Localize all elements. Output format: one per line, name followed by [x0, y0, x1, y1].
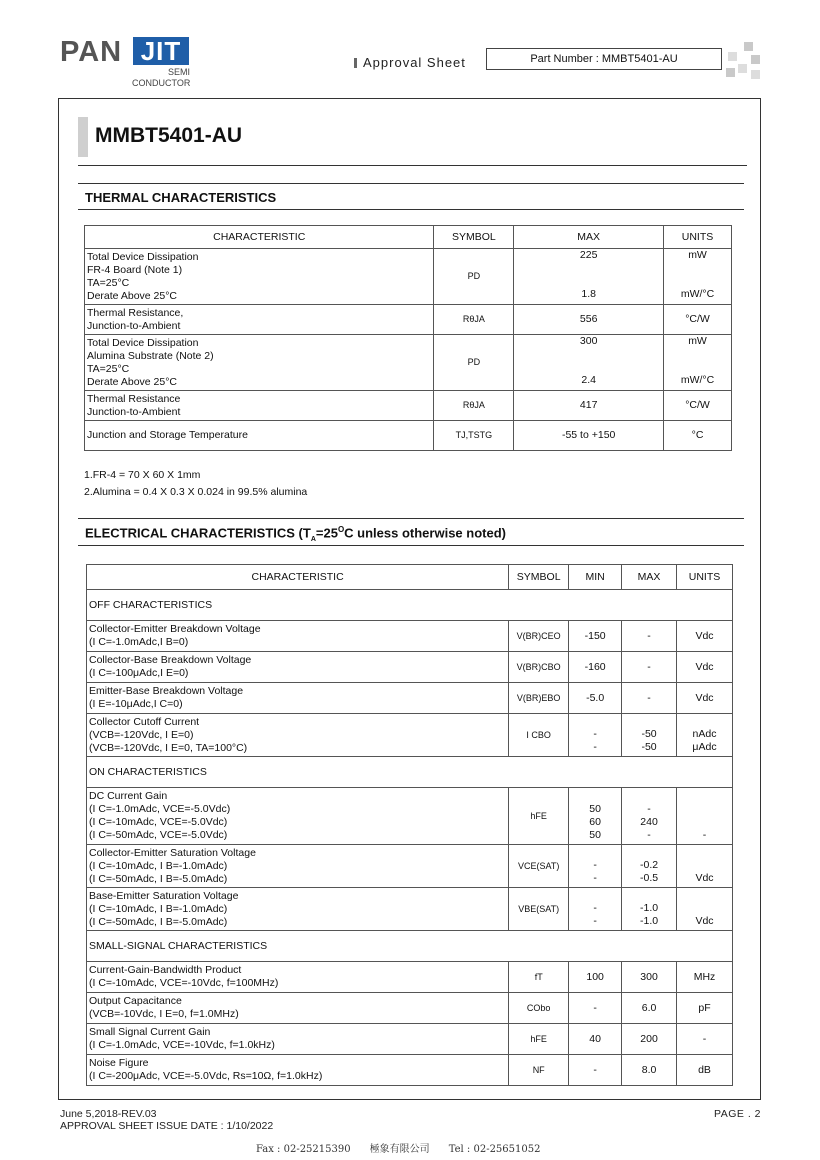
max-cell: [622, 714, 677, 757]
max-value: -1.0: [640, 915, 659, 927]
max-value: -: [647, 803, 651, 815]
min-cell: [569, 788, 622, 845]
characteristic-line: TA=25°C: [87, 362, 130, 375]
max-cell: [622, 788, 677, 845]
characteristic-line: Noise Figure: [89, 1057, 149, 1069]
characteristic-line: Collector-Base Breakdown Voltage: [89, 654, 252, 666]
min-value: -160: [584, 660, 606, 673]
group-title: SMALL-SIGNAL CHARACTERISTICS: [87, 931, 733, 962]
min-cell: [569, 621, 622, 652]
symbol-cell: PD: [434, 249, 514, 305]
symbol-cell: RθJA: [434, 391, 514, 421]
characteristic-line: Base-Emitter Saturation Voltage: [89, 889, 239, 902]
column-header: UNITS: [664, 226, 732, 249]
footer-date: June 5,2018-REV.03: [60, 1108, 157, 1120]
characteristic-line: TA=25°C: [87, 276, 130, 289]
characteristic-cell: [85, 335, 434, 391]
max-cell: [622, 845, 677, 888]
units-cell: [664, 249, 732, 305]
group-title: ON CHARACTERISTICS: [87, 757, 733, 788]
electrical-heading-post: C unless otherwise noted): [344, 525, 506, 541]
table-row: [87, 788, 733, 845]
characteristic-cell: [87, 993, 509, 1024]
min-value: 50: [589, 829, 601, 841]
max-value: -50: [641, 741, 657, 753]
symbol-cell: PD: [434, 335, 514, 391]
units-cell: [664, 335, 732, 391]
characteristic-cell: [85, 249, 434, 305]
characteristic-line: Total Device Dissipation: [87, 336, 199, 349]
min-cell: [569, 993, 622, 1024]
units-value: °C/W: [685, 313, 710, 325]
table-row: [87, 714, 733, 757]
max-value: 300: [640, 970, 658, 983]
electrical-heading-mid: =25: [315, 525, 338, 541]
characteristic-line: Alumina Substrate (Note 2): [87, 349, 214, 362]
footer-issue-date: APPROVAL SHEET ISSUE DATE : 1/10/2022: [60, 1120, 274, 1132]
column-header: SYMBOL: [434, 226, 514, 249]
characteristic-line: (I C=-1.0mAdc, VCE=-5.0Vdc): [89, 803, 231, 815]
units-cell: [677, 788, 733, 845]
characteristic-line: Collector-Emitter Breakdown Voltage: [89, 623, 261, 635]
symbol-cell: CObo: [509, 993, 569, 1024]
symbol-cell: RθJA: [434, 305, 514, 335]
footer-fax: Fax : 02-25215390 極象有限公司 Tel : 02-25651052: [256, 1144, 541, 1155]
characteristic-line: Junction and Storage Temperature: [87, 429, 248, 441]
part-number-box: Part Number : MMBT5401-AU: [486, 48, 722, 70]
symbol-cell: NF: [509, 1055, 569, 1086]
units-value: °C: [691, 429, 704, 441]
units-value: Vdc: [695, 660, 714, 673]
characteristic-cell: [87, 1055, 509, 1086]
max-value: 6.0: [641, 1001, 657, 1014]
column-header: MAX: [514, 226, 664, 249]
thermal-heading: THERMAL CHARACTERISTICS: [85, 190, 277, 205]
max-cell: [622, 888, 677, 931]
page-title: MMBT5401-AU: [95, 124, 243, 147]
units-cell: [664, 305, 732, 335]
characteristic-line: Collector Cutoff Current: [89, 715, 200, 728]
characteristic-line: (I C=-100μAdc,I E=0): [89, 667, 189, 679]
group-row: [87, 931, 733, 962]
symbol-cell: V(BR)CEO: [509, 621, 569, 652]
symbol-cell: VBE(SAT): [509, 888, 569, 931]
column-header: SYMBOL: [509, 565, 569, 590]
characteristic-cell: [87, 652, 509, 683]
min-value: 40: [589, 1032, 601, 1045]
table-row: [87, 888, 733, 931]
min-value: 50: [589, 803, 601, 815]
table-header-row: [85, 226, 732, 249]
units-cell: [677, 962, 733, 993]
max-value: -55 to +150: [561, 429, 616, 441]
thermal-note-1: 1.FR-4 = 70 X 60 X 1mm: [84, 469, 201, 481]
logo-sub-conductor: CONDUCTOR: [132, 78, 191, 88]
units-cell: [677, 845, 733, 888]
symbol-cell: fT: [509, 962, 569, 993]
table-row: [87, 1024, 733, 1055]
characteristic-line: (I E=-10μAdc,I C=0): [89, 698, 183, 710]
max-value: -: [647, 691, 651, 704]
column-header: UNITS: [677, 565, 733, 590]
max-value: -50: [641, 728, 657, 740]
characteristic-cell: [87, 621, 509, 652]
units-cell: [664, 391, 732, 421]
min-cell: [569, 1055, 622, 1086]
characteristic-cell: [85, 391, 434, 421]
divider: [78, 545, 744, 546]
table-row: [87, 962, 733, 993]
column-header: CHARACTERISTIC: [85, 226, 434, 249]
max-cell: [622, 1024, 677, 1055]
max-value: 240: [640, 816, 658, 828]
max-cell: [622, 621, 677, 652]
electrical-heading: [85, 525, 506, 543]
min-value: -5.0: [586, 691, 605, 704]
max-cell: [622, 652, 677, 683]
table-row: [85, 421, 732, 451]
units-cell: [677, 714, 733, 757]
table-row: [87, 993, 733, 1024]
min-cell: [569, 1024, 622, 1055]
min-cell: [569, 962, 622, 993]
table-row: [87, 652, 733, 683]
table-row: [87, 1055, 733, 1086]
max-cell: [514, 249, 664, 305]
characteristic-line: (VCB=-120Vdc, I E=0): [89, 728, 194, 741]
max-value: 300: [579, 335, 598, 347]
units-cell: [677, 1055, 733, 1086]
max-cell: [622, 683, 677, 714]
max-value: 225: [579, 249, 598, 261]
symbol-cell: I CBO: [509, 714, 569, 757]
group-title: OFF CHARACTERISTICS: [87, 590, 733, 621]
characteristic-line: (I C=-1.0mAdc, VCE=-10Vdc, f=1.0kHz): [89, 1039, 275, 1051]
units-value: mW/°C: [680, 374, 715, 386]
table-header-row: [87, 565, 733, 590]
logo-jit: JIT: [133, 37, 189, 65]
characteristic-cell: [85, 305, 434, 335]
column-header: MAX: [622, 565, 677, 590]
min-value: -: [593, 902, 597, 914]
characteristic-cell: [87, 845, 509, 888]
table-row: [87, 683, 733, 714]
min-value: -: [593, 859, 597, 871]
units-cell: [664, 421, 732, 451]
symbol-cell: V(BR)EBO: [509, 683, 569, 714]
title-tab: [78, 117, 88, 157]
symbol-cell: V(BR)CBO: [509, 652, 569, 683]
max-value: 556: [579, 313, 598, 325]
table-row: [87, 621, 733, 652]
electrical-heading-pre: ELECTRICAL CHARACTERISTICS (T: [85, 525, 311, 541]
characteristic-cell: [87, 714, 509, 757]
units-value: dB: [698, 1063, 711, 1076]
min-value: -: [593, 872, 597, 884]
characteristic-line: (I C=-50mAdc, I B=-5.0mAdc): [89, 915, 228, 928]
divider: [78, 183, 744, 184]
max-cell: [514, 335, 664, 391]
electrical-heading-sup: O: [337, 525, 345, 534]
max-value: 1.8: [581, 288, 596, 300]
max-cell: [514, 305, 664, 335]
divider: [78, 165, 747, 166]
min-cell: [569, 845, 622, 888]
group-row: [87, 590, 733, 621]
min-cell: [569, 683, 622, 714]
characteristic-line: Current-Gain-Bandwidth Product: [89, 964, 242, 976]
characteristic-line: DC Current Gain: [89, 790, 168, 802]
characteristic-line: Derate Above 25°C: [87, 375, 178, 388]
electrical-table: [86, 564, 733, 1086]
units-value: -: [702, 829, 707, 841]
characteristic-line: (I C=-200μAdc, VCE=-5.0Vdc, Rs=10Ω, f=1.0kHz): [89, 1070, 323, 1082]
characteristic-cell: [87, 888, 509, 931]
characteristic-line: (I C=-10mAdc, VCE=-10Vdc, f=100MHz): [89, 977, 279, 989]
max-cell: [514, 391, 664, 421]
symbol-cell: VCE(SAT): [509, 845, 569, 888]
characteristic-line: (VCB=-120Vdc, I E=0, TA=100°C): [89, 741, 248, 754]
units-value: Vdc: [695, 915, 714, 927]
characteristic-line: Emitter-Base Breakdown Voltage: [89, 685, 244, 697]
characteristic-line: (I C=-50mAdc, I B=-5.0mAdc): [89, 872, 228, 885]
group-row: [87, 757, 733, 788]
symbol-cell: hFE: [509, 788, 569, 845]
max-cell: [514, 421, 664, 451]
approval-bar-icon: [354, 58, 357, 68]
max-value: -0.5: [640, 872, 659, 884]
logo-pan: PAN: [60, 36, 123, 68]
units-value: Vdc: [695, 872, 714, 884]
characteristic-cell: [85, 421, 434, 451]
thermal-table: [84, 225, 732, 451]
characteristic-line: Collector-Emitter Saturation Voltage: [89, 846, 256, 859]
units-value: μAdc: [692, 741, 717, 753]
characteristic-line: (VCB=-10Vdc, I E=0, f=1.0MHz): [89, 1008, 239, 1020]
max-value: -: [647, 629, 651, 642]
max-value: 2.4: [581, 374, 596, 386]
min-cell: [569, 652, 622, 683]
min-value: -: [593, 741, 597, 753]
characteristic-cell: [87, 683, 509, 714]
table-row: [85, 391, 732, 421]
min-value: 60: [589, 816, 601, 828]
characteristic-line: (I C=-50mAdc, VCE=-5.0Vdc): [89, 829, 228, 841]
approval-sheet-label: Approval Sheet: [363, 55, 466, 70]
units-value: mW: [688, 249, 707, 261]
units-value: nAdc: [692, 728, 717, 740]
column-header: CHARACTERISTIC: [87, 565, 509, 590]
units-value: Vdc: [695, 629, 714, 642]
logo-sub-semi: SEMI: [167, 67, 190, 77]
units-cell: [677, 1024, 733, 1055]
units-value: -: [702, 1032, 707, 1045]
units-value: mW: [688, 335, 707, 347]
characteristic-line: Total Device Dissipation: [87, 250, 199, 263]
characteristic-line: (I C=-10mAdc, I B=-1.0mAdc): [89, 902, 228, 915]
column-header: MIN: [569, 565, 622, 590]
max-value: 8.0: [641, 1063, 657, 1076]
characteristic-line: Junction-to-Ambient: [87, 405, 181, 418]
table-row: [87, 845, 733, 888]
max-value: -: [647, 660, 651, 673]
characteristic-line: Output Capacitance: [89, 995, 182, 1007]
max-value: 200: [640, 1032, 658, 1045]
units-value: mW/°C: [680, 288, 715, 300]
units-cell: [677, 683, 733, 714]
symbol-cell: hFE: [509, 1024, 569, 1055]
characteristic-line: (I C=-10mAdc, VCE=-5.0Vdc): [89, 816, 228, 828]
electrical-heading-sub: A: [310, 535, 316, 543]
min-cell: [569, 714, 622, 757]
divider: [78, 518, 744, 519]
max-cell: [622, 1055, 677, 1086]
min-value: -: [593, 1063, 597, 1076]
units-value: MHz: [693, 970, 716, 983]
table-row: [85, 335, 732, 391]
characteristic-line: Junction-to-Ambient: [87, 319, 181, 332]
symbol-cell: TJ,TSTG: [434, 421, 514, 451]
units-cell: [677, 888, 733, 931]
characteristic-line: (I C=-10mAdc, I B=-1.0mAdc): [89, 859, 228, 872]
min-cell: [569, 888, 622, 931]
units-cell: [677, 652, 733, 683]
max-cell: [622, 993, 677, 1024]
characteristic-cell: [87, 788, 509, 845]
characteristic-cell: [87, 962, 509, 993]
thermal-note-2: 2.Alumina = 0.4 X 0.3 X 0.024 in 99.5% alumina: [84, 486, 308, 498]
units-value: °C/W: [685, 399, 710, 411]
min-value: -: [593, 915, 597, 927]
min-value: -: [593, 1001, 597, 1014]
characteristic-line: Small Signal Current Gain: [89, 1026, 211, 1038]
characteristic-line: Derate Above 25°C: [87, 289, 178, 302]
characteristic-line: Thermal Resistance: [87, 392, 181, 405]
table-row: [85, 249, 732, 305]
units-value: pF: [698, 1001, 711, 1014]
min-value: -: [593, 728, 597, 740]
min-value: 100: [586, 970, 604, 983]
characteristic-line: Thermal Resistance,: [87, 306, 184, 319]
footer-page: PAGE . 2: [714, 1108, 761, 1120]
characteristic-cell: [87, 1024, 509, 1055]
max-value: 417: [579, 399, 598, 411]
divider: [78, 209, 744, 210]
max-value: -: [647, 829, 651, 841]
logo-subtitle: [132, 67, 190, 89]
max-cell: [622, 962, 677, 993]
characteristic-line: FR-4 Board (Note 1): [87, 263, 183, 276]
max-value: -0.2: [640, 859, 659, 871]
max-value: -1.0: [640, 902, 659, 914]
table-row: [85, 305, 732, 335]
min-value: -150: [584, 629, 606, 642]
characteristic-line: (I C=-1.0mAdc,I B=0): [89, 636, 189, 648]
units-cell: [677, 993, 733, 1024]
units-cell: [677, 621, 733, 652]
units-value: Vdc: [695, 691, 714, 704]
